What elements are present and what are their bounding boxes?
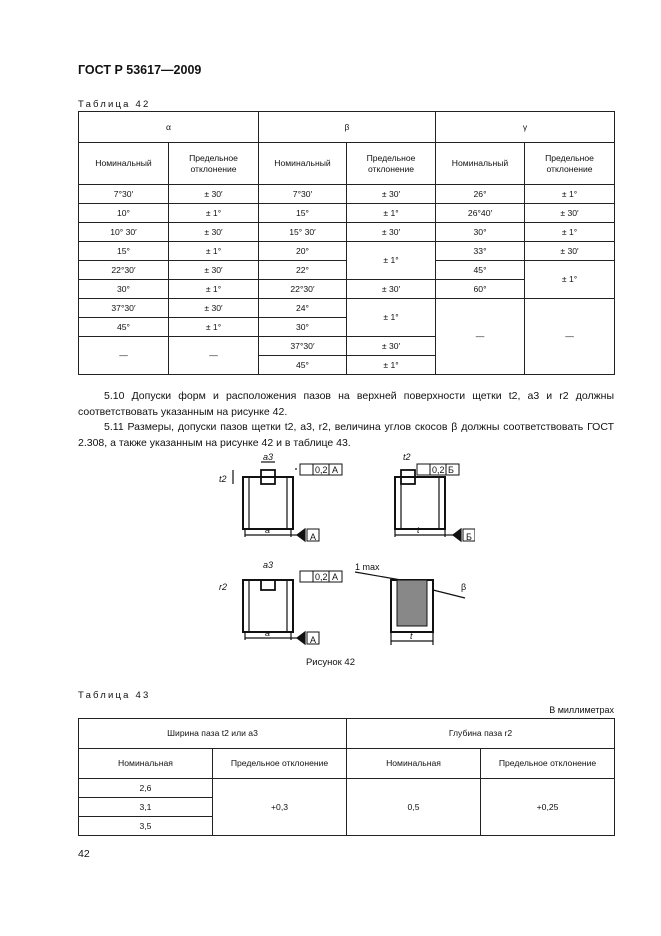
table-cell: 3,5 <box>79 817 213 836</box>
subheader-deviation: Предельное отклонение <box>169 143 259 185</box>
dim-label: a3 <box>263 560 274 570</box>
table-cell: ± 30′ <box>169 185 259 204</box>
document-header: ГОСТ Р 53617—2009 <box>78 63 202 77</box>
table-cell: ± 30′ <box>347 185 436 204</box>
table-cell: +0,25 <box>481 779 615 836</box>
tolerance-value: 0,2 <box>315 572 328 582</box>
datum-label: А <box>332 572 339 582</box>
table-cell: ± 1° <box>347 299 436 337</box>
table-cell: ± 30′ <box>525 242 615 261</box>
table-cell: 60° <box>436 280 525 299</box>
table-cell: 22°30′ <box>79 261 169 280</box>
table-cell: ± 1° <box>347 204 436 223</box>
angle-label: β <box>461 582 467 592</box>
table-cell: 15° <box>259 204 347 223</box>
table-cell: ± 1° <box>347 356 436 375</box>
table-cell: 37°30′ <box>259 337 347 356</box>
dim-label: t <box>417 525 420 535</box>
header-alpha: α <box>79 112 259 143</box>
table-cell: 26° <box>436 185 525 204</box>
table-cell: ± 1° <box>169 318 259 337</box>
table-cell: 3,1 <box>79 798 213 817</box>
dim-label: a3 <box>263 452 274 462</box>
datum-label: А <box>332 465 339 475</box>
table-cell: 30° <box>436 223 525 242</box>
table-cell: 7°30′ <box>259 185 347 204</box>
table-cell: ± 1° <box>525 223 615 242</box>
dim-label: t <box>410 631 413 641</box>
table-cell: ± 1° <box>347 242 436 280</box>
table-cell: ± 30′ <box>347 280 436 299</box>
header-slot-depth: Глубина паза r2 <box>347 719 615 749</box>
table-cell: ± 30′ <box>169 223 259 242</box>
table-cell: 45° <box>259 356 347 375</box>
table-cell: 37°30′ <box>79 299 169 318</box>
table-cell: 26°40′ <box>436 204 525 223</box>
table-cell: 45° <box>79 318 169 337</box>
table-cell: 33° <box>436 242 525 261</box>
datum-label: А <box>310 635 317 645</box>
datum-label: Б <box>466 532 472 542</box>
table-43-caption: Таблица 43 <box>78 690 151 701</box>
table-cell: 7°30′ <box>79 185 169 204</box>
table-cell: ± 1° <box>525 261 615 299</box>
dim-label: a <box>265 525 271 535</box>
table-cell: 0,5 <box>347 779 481 836</box>
dim-label: 1 max <box>355 562 380 572</box>
table-cell: 15° <box>79 242 169 261</box>
table-cell: — <box>436 299 525 375</box>
brush-view-2 <box>395 470 461 541</box>
table-cell: 22°30′ <box>259 280 347 299</box>
figure-caption: Рисунок 42 <box>305 657 356 668</box>
table-cell: +0,3 <box>213 779 347 836</box>
units-note: В миллиметрах <box>549 705 614 715</box>
table-cell: 24° <box>259 299 347 318</box>
table-cell: ± 30′ <box>347 223 436 242</box>
dim-label: t2 <box>219 474 227 484</box>
figure-42-drawing <box>205 440 475 650</box>
table-cell: 10° <box>79 204 169 223</box>
table-cell: 20° <box>259 242 347 261</box>
paragraph-5-10 <box>78 388 614 420</box>
table-cell: ± 1° <box>169 280 259 299</box>
table-cell: ± 30′ <box>525 204 615 223</box>
table-cell: — <box>525 299 615 375</box>
table-cell: 10° 30′ <box>79 223 169 242</box>
table-cell: 22° <box>259 261 347 280</box>
subheader-deviation: Предельное отклонение <box>481 749 615 779</box>
brush-view-3 <box>243 580 305 644</box>
table-cell: 30° <box>259 318 347 337</box>
table-42 <box>78 111 615 375</box>
table-cell: 30° <box>79 280 169 299</box>
subheader-deviation: Предельное отклонение <box>347 143 436 185</box>
paragraph-text: 5.11 Размеры, допуски пазов щетки t2, a3, r2, величина углов скосов β должны соответствовать ГОСТ 2.308, а также указанным на рисунке 42 и в таблице 43. <box>78 421 614 449</box>
header-slot-width: Ширина паза t2 или a3 <box>79 719 347 749</box>
table-cell: 45° <box>436 261 525 280</box>
subheader-nominal: Номинальная <box>347 749 481 779</box>
table-cell: ± 30′ <box>347 337 436 356</box>
table-cell: ± 30′ <box>169 261 259 280</box>
dim-label: a <box>265 628 271 638</box>
table-cell: 15° 30′ <box>259 223 347 242</box>
paragraph-text: 5.10 Допуски форм и расположения пазов на верхней поверхности щетки t2, a3 и r2 должны соответствовать указанным на рисунке 42. <box>78 390 614 418</box>
datum-label: Б <box>448 465 454 475</box>
header-gamma: γ <box>436 112 615 143</box>
datum-label: А <box>310 532 317 542</box>
table-43 <box>78 718 615 836</box>
subheader-nominal: Номинальный <box>259 143 347 185</box>
table-cell: — <box>79 337 169 375</box>
subheader-nominal: Номинальный <box>436 143 525 185</box>
subheader-nominal: Номинальная <box>79 749 213 779</box>
dim-label: r2 <box>219 582 228 592</box>
table-42-caption: Таблица 42 <box>78 99 151 110</box>
tolerance-value: 0,2 <box>432 465 445 475</box>
dim-label: t2 <box>403 452 411 462</box>
table-cell: ± 1° <box>169 204 259 223</box>
tolerance-value: 0,2 <box>315 465 328 475</box>
table-cell: — <box>169 337 259 375</box>
table-cell: 2,6 <box>79 779 213 798</box>
subheader-deviation: Предельное отклонение <box>213 749 347 779</box>
subheader-deviation: Предельное отклонение <box>525 143 615 185</box>
header-beta: β <box>259 112 436 143</box>
page-number: 42 <box>78 848 90 860</box>
table-cell: ± 1° <box>525 185 615 204</box>
subheader-nominal: Номинальный <box>79 143 169 185</box>
table-cell: ± 1° <box>169 242 259 261</box>
table-cell: ± 30′ <box>169 299 259 318</box>
